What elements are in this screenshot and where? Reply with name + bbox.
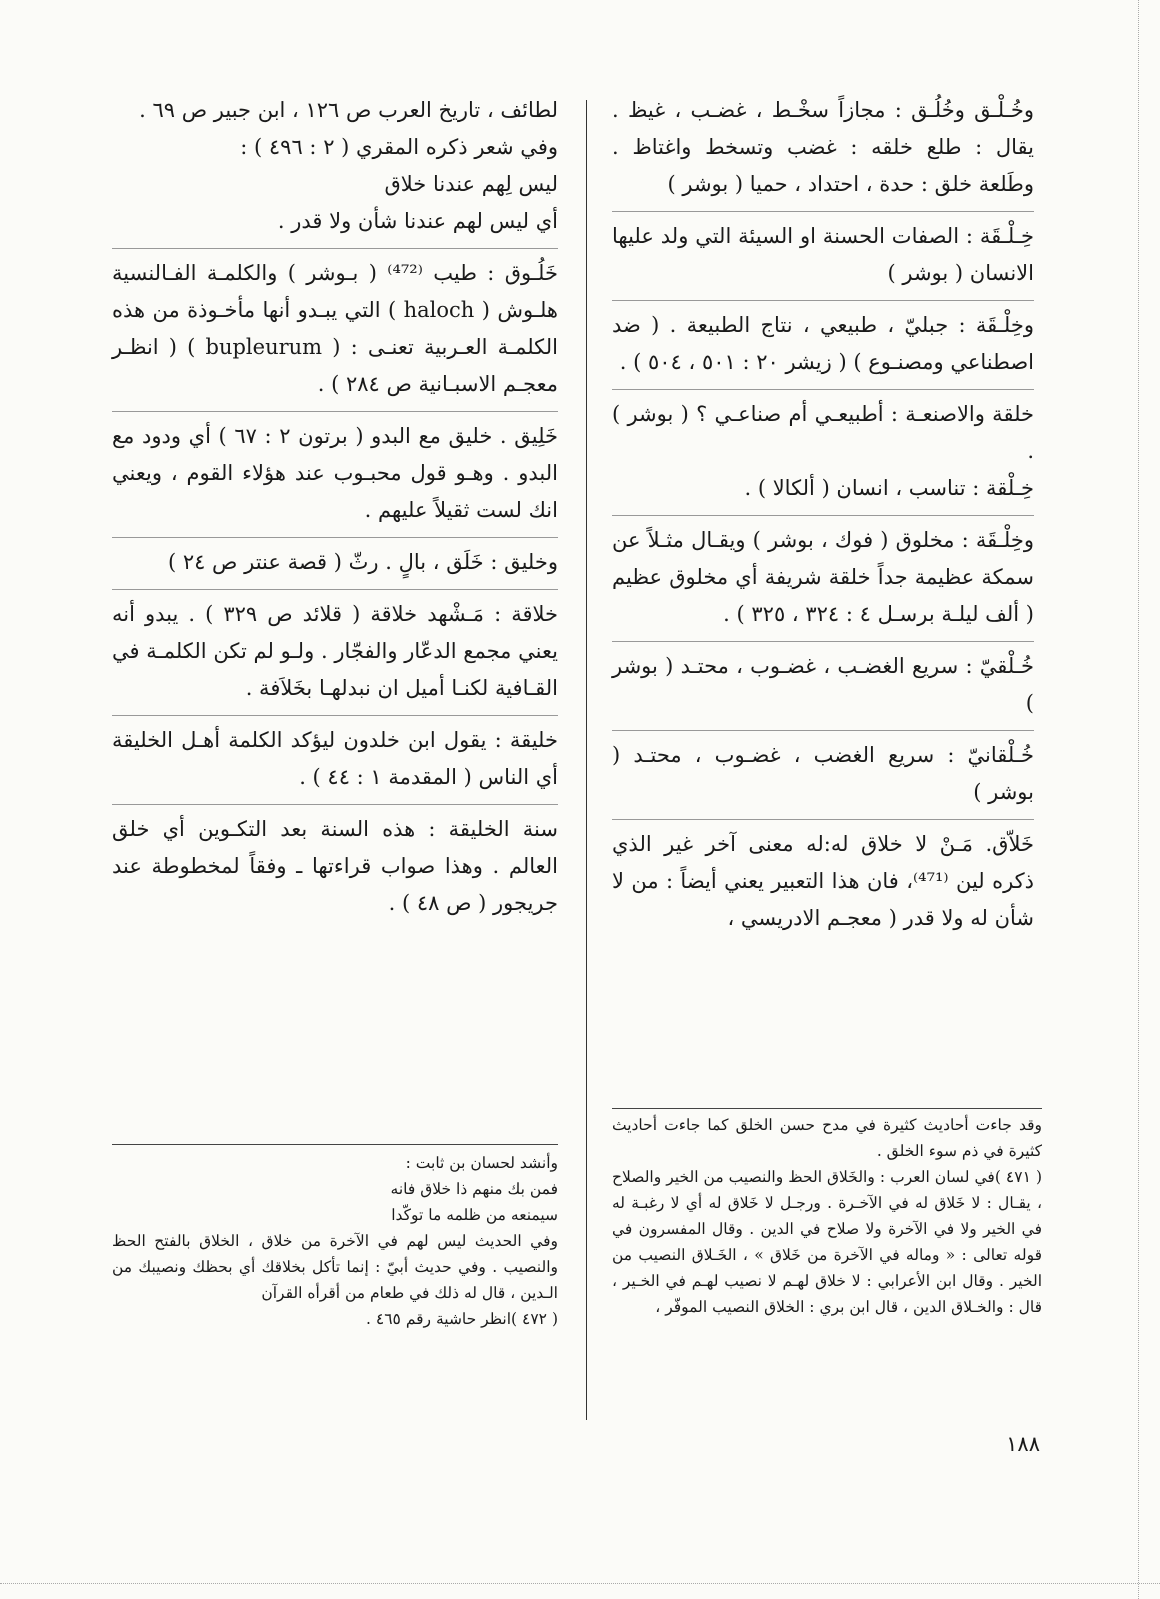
right-column [612, 92, 1034, 937]
entry-divider [612, 515, 1034, 516]
entry-poem-meaning: أي ليس لهم عندنا شأن ولا قدر . [277, 209, 558, 233]
footnote-hassan-intro: وأنشد لحسان بن ثابت : [405, 1154, 558, 1172]
entry-khilqa-attributes: خِـلْـقَة : الصفات الحسنة او السيئة التي ولد عليها الانسان ( بوشر ) [612, 224, 1034, 285]
footnote-separator-left [112, 1144, 558, 1145]
footnote-472: ( ٤٧٢ )انظر حاشية رقم ٤٦٥ . [366, 1310, 558, 1328]
footnote-hadith: وفي الحديث ليس لهم في الآخرة من خلاق ، الخلاق بالفتح الحظ والنصيب . وفي حديث أبيّ : إنما تأكل بخلاقك أي بحظك ونصيبك من الـدين ، قال له ذلك في طعام من أقرأه القرآن [112, 1232, 558, 1302]
entry-khulq: وخُـلْـق وخُلُـق : مجازاً سخْـط ، غضـب ، غيظ . يقال : طلع خلقه : غضب وتسخط واغتاظ . وطَلعة خلق : حدة ، احتداد ، حميا ( بوشر ) [612, 98, 1034, 196]
left-column [112, 92, 558, 922]
footnotes-left [112, 1150, 558, 1332]
entry-divider [112, 411, 558, 412]
entry-divider [612, 730, 1034, 731]
entry-khaliq-worn: وخليق : خَلَق ، بالٍ . رثّ ( قصة عنتر ص ٢٤ ) [167, 550, 558, 574]
scan-border [0, 1583, 1160, 1584]
entry-khilqa-proportion: خِـلْقة : تناسب ، انسان ( ألكالا ) . [744, 476, 1034, 500]
entry-divider [612, 389, 1034, 390]
page-number: ١٨٨ [1006, 1432, 1040, 1456]
entry-divider [112, 589, 558, 590]
entry-divider [612, 641, 1034, 642]
page-edge [1138, 0, 1139, 1599]
entry-khaluq: خَلُـوق : طيب ⁽⁴⁷²⁾ ( بـوشر ) والكلمـة الفـالنسية هلـوش ( haloch ) التي يبـدو أنها مأخـوذة من هذه الكلمـة العـربية تعنـى : ( bupleurum ) ( انظـر معجـم الاسبـانية ص ٢٨٤ ) . [112, 261, 558, 396]
entry-divider [612, 300, 1034, 301]
entry-divider [612, 211, 1034, 212]
footnotes-right [612, 1112, 1042, 1320]
entry-poem-verse: ليس لِهم عندنا خلاق [384, 172, 558, 196]
footnote-verse-1: فمن بك منهم ذا خلاق فانه [390, 1180, 558, 1198]
footnote-verse-2: سيمنعه من ظلمه ما توكّدا [391, 1206, 558, 1224]
entry-divider [112, 804, 558, 805]
entry-poem-intro: وفي شعر ذكره المقري ( ٢ : ٤٩٦ ) : [240, 135, 558, 159]
entry-khallaq: خَلاّق. مَـنْ لا خلاق له:له معنى آخر غير الذي ذكره لين ⁽⁴⁷¹⁾، فان هذا التعبير يعني أيضاً : من لا شأن له ولا قدر ( معجـم الادريسي ، [612, 832, 1035, 930]
entry-khalaqa: خلاقة : مَـشْهد خلاقة ( قلائد ص ٣٢٩ ) . يبدو أنه يعني مجمع الدعّار والفجّار . ولـو لم تكن الكلمـة في القـافية لكنـا أميل ان نبدلهـا بخَلاَفة . [112, 602, 559, 700]
entry-lataif-continuation: لطائف ، تاريخ العرب ص ١٢٦ ، ابن جبير ص ٦٩ . [139, 98, 558, 122]
footnote-continuation: وقد جاءت أحاديث كثيرة في مدح حسن الخلق كما جاءت أحاديث كثيرة في ذم سوء الخلق . [612, 1116, 1042, 1160]
footnote-separator-right [612, 1108, 1042, 1109]
entry-divider [112, 715, 558, 716]
entry-khaliq-bedouin: خَلِيق . خليق مع البدو ( برتون ٢ : ٦٧ ) أي ودود مع البدو . وهـو قول محبـوب عند هؤلاء القوم ، ويعني انك لست ثقيلاً عليهم . [112, 424, 559, 522]
entry-sanat-al-khaliqa: سنة الخليقة : هذه السنة بعد التكـوين أي خلق العالم . وهذا صواب قراءتها ـ وفقاً لمخطوطة عند جريجور ( ص ٤٨ ) . [112, 817, 558, 915]
entry-divider [112, 537, 558, 538]
entry-divider [112, 248, 558, 249]
entry-khaliqa: خليقة : يقول ابن خلدون ليؤكد الكلمة أهـل الخليقة أي الناس ( المقدمة ١ : ٤٤ ) . [112, 728, 558, 789]
column-divider [586, 100, 587, 1420]
entry-divider [612, 819, 1034, 820]
entry-khilqa-artificial: خلقة والاصنعـة : أطبيعـي أم صناعـي ؟ ( بوشر ) . [612, 402, 1034, 463]
entry-khilqa-creature: وخِلْـقَة : مخلوق ( فوك ، بوشر ) ويقـال مثـلاً عن سمكة عظيمة جداً خلقة شريفة أي مخلوق عظيم ( ألف ليلـة برسـل ٤ : ٣٢٤ ، ٣٢٥ ) . [612, 528, 1034, 626]
entry-khilqa-natural: وخِلْـقَة : جبليّ ، طبيعي ، نتاج الطبيعة . ( ضد اصطناعي ومصنـوع ) ( زيشر ٢٠ : ٥٠١ ، ٥٠٤ ) . [612, 313, 1034, 374]
entry-khulqani: خُـلْقانيّ : سريع الغضب ، غضـوب ، محتـد ( بوشر ) [612, 743, 1034, 804]
entry-khulqi: خُـلْقيّ : سريع الغضـب ، غضـوب ، محتـد ( بوشر ) [612, 654, 1034, 715]
footnote-471: ( ٤٧١ )في لسان العرب : والخَلاق الحظ والنصيب من الخير والصلاح ، يقـال : لا خَلاق له في الآخـرة . ورجـل لا خَلاق له أي لا رغبـة له في الخير ولا في الآخرة ولا صلاح في الدين . وقال المفسرون في قوله تعالى : « وماله في الآخرة من خَلاق » ، الخَـلاق النصيب من الخير . وقال ابن الأعرابي : لا خلاق لهـم لا نصيب لهـم في الخـير ، قال : والخـلاق الدين ، قال ابن بري : الخلاق النصيب الموفّر ، [612, 1168, 1042, 1316]
